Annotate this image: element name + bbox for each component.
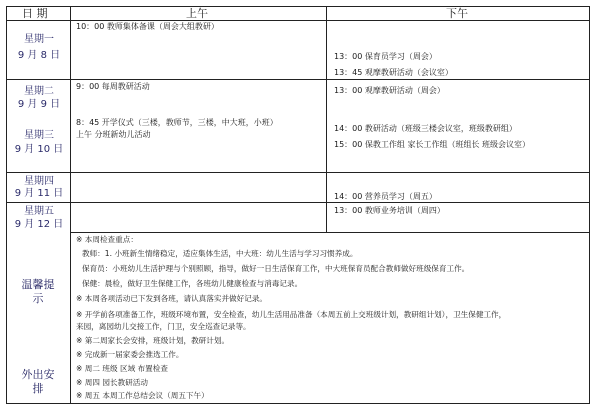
date-label: 9 月 8 日 [17,50,61,61]
note-line: ※ 周二 班级 区域 布置检查 [76,364,168,373]
note-line: ※ 周四 园长教研活动 [76,378,148,387]
tips-label: 温馨提示 [21,278,55,305]
day-label: 星期一 [24,34,54,45]
note-line: ※ 本周各项活动已下发到各班，请认真落实并做好记录。 [76,294,268,303]
row-divider [6,79,590,80]
day-label: 星期三 [24,130,54,141]
weekly-schedule-table [6,6,590,404]
row-divider [6,172,590,173]
table-border-top [6,6,590,7]
note-line: 保健：晨检，做好卫生保健工作，各班幼儿健康检查与消毒记录。 [82,279,303,288]
header-divider [6,20,590,21]
day-label: 星期五 [24,206,54,217]
pm-item: 13：00 保育员学习（周会） [334,52,437,61]
am-pm-divider [326,6,327,232]
pm-item: 14：00 教研活动（班级三楼会议室，班级教研组） [334,124,517,133]
table-border-left [6,6,7,404]
table-border-right [589,6,590,404]
date-label: 9 月 10 日 [14,144,64,155]
date-label: 9 月 9 日 [17,99,61,110]
pm-item: 13：00 教师业务培训（周四） [334,206,445,215]
am-item: 9：00 每周教研活动 [76,82,150,91]
note-line: 教师：1. 小班新生情绪稳定，适应集体生活，中大班：幼儿生活与学习习惯养成。 [82,249,358,258]
note-line: ※ 本周检查重点： [76,235,138,244]
date-column-divider [70,6,71,404]
note-line: ※ 完成新一届家委会推选工作。 [76,350,184,359]
note-line: 保育员：小班幼儿生活护理与个别照顾，指导，做好一日生活保育工作，中大班保育员配合教师做好班级保育工作。 [82,264,470,273]
pm-item: 15：00 保教工作组 家长工作组（班组长 班级会议室） [334,140,530,149]
date-label: 9 月 11 日 [14,188,64,199]
note-line: ※ 周五 本周工作总结会议（周五下午） [76,391,209,400]
header-am: 上午 [186,7,208,20]
pm-item: 13：45 观摩教研活动（会议室） [334,68,453,77]
day-label: 星期二 [24,86,54,97]
header-date: 日 期 [22,7,48,20]
note-line: ※ 开学前各项准备工作，班级环境布置，安全检查，幼儿生活用品准备（本周五前上交班级计划，教研组计划），卫生保健工作， [76,310,507,319]
am-item: 8：45 开学仪式（三楼，教师节，三楼，中大班，小班） [76,118,278,127]
pm-item: 14：00 营养员学习（周五） [334,192,437,201]
day-label: 星期四 [24,176,54,187]
table-border-bottom [6,403,590,404]
row-divider [70,232,590,233]
row-divider [6,202,590,203]
note-line: 来园，离园幼儿交接工作，门卫，安全巡查记录等。 [76,322,251,331]
am-item: 10：00 教师集体备课（周会大组教研） [76,22,219,31]
header-pm: 下午 [446,7,468,20]
am-item: 上午 分班新幼儿活动 [76,130,151,139]
pm-item: 13：00 观摩教研活动（周会） [334,86,445,95]
date-label: 9 月 12 日 [14,219,64,230]
note-line: ※ 第二周家长会安排，班级计划，教研计划。 [76,336,230,345]
outing-label: 外出安排 [21,368,55,395]
